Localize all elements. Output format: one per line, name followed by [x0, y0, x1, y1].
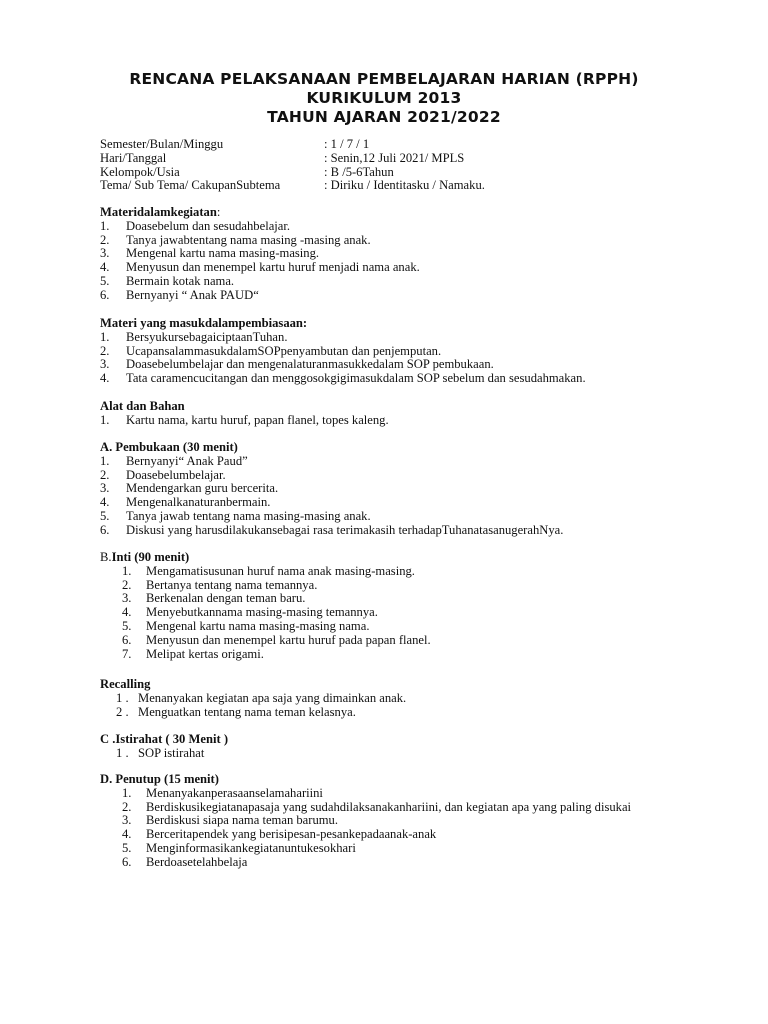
list-item — [100, 469, 740, 483]
item-text: Menanyakan kegiatan apa saja yang dimainkan anak. — [138, 690, 407, 705]
item-text: Doasebelumbelajar. — [126, 467, 226, 482]
meta-label: Tema/ Sub Tema/ CakupanSubtema — [100, 178, 281, 193]
section-heading-line — [100, 206, 740, 220]
document-title-block — [0, 70, 768, 127]
item-text: Mengenalkanaturanbermain. — [126, 495, 271, 510]
section-heading: Materi yang masukdalampembiasaan: — [100, 316, 308, 330]
list-item — [100, 579, 740, 593]
item-number: 6. — [122, 632, 132, 647]
item-text: SOP istirahat — [138, 745, 205, 760]
item-number: 5. — [100, 273, 110, 288]
item-number: 6. — [100, 287, 110, 302]
section-heading: A. Pembukaan (30 menit) — [100, 440, 238, 454]
item-number: 1. — [100, 412, 110, 427]
item-number: 3. — [100, 481, 110, 496]
list-item — [100, 692, 740, 706]
section-inti — [100, 551, 740, 661]
list-item — [100, 331, 740, 345]
item-number: 1 . — [116, 745, 129, 760]
list-item — [100, 634, 740, 648]
list-item — [100, 289, 740, 303]
item-number: 2. — [122, 799, 132, 814]
section-heading: Materidalamkegiatan — [100, 205, 217, 219]
item-text: Menguatkan tentang nama teman kelasnya. — [138, 704, 356, 719]
section-heading-line — [100, 551, 740, 565]
item-number: 4. — [122, 605, 132, 620]
item-text: Tanya jawabtentang nama masing -masing anak. — [126, 232, 371, 247]
list-item — [100, 592, 740, 606]
item-number: 2. — [100, 343, 110, 358]
item-number: 3. — [122, 813, 132, 828]
item-text: Mendengarkan guru bercerita. — [126, 481, 279, 496]
list-item — [100, 275, 740, 289]
item-text: Menyusun dan menempel kartu huruf menjadi nama anak. — [126, 260, 420, 275]
list-item — [100, 496, 740, 510]
item-text: Berdoasetelahbelaja — [146, 854, 248, 869]
meta-value: : B /5-6Tahun — [324, 164, 394, 179]
item-number: 3. — [122, 591, 132, 606]
item-text: Bernyanyi “ Anak PAUD“ — [126, 287, 259, 302]
item-text: Berceritapendek yang berisipesan-pesankepadaanak-anak — [146, 827, 437, 842]
item-number: 1 . — [116, 690, 129, 705]
item-number: 1. — [122, 785, 132, 800]
list-item — [100, 787, 740, 801]
item-number: 4. — [122, 827, 132, 842]
item-number: 1. — [100, 453, 110, 468]
meta-value: : Diriku / Identitasku / Namaku. — [324, 178, 485, 193]
section-heading: C .Istirahat ( 30 Menit ) — [100, 732, 229, 746]
item-text: Bermain kotak nama. — [126, 273, 235, 288]
meta-value: : 1 / 7 / 1 — [324, 137, 370, 151]
list-item — [100, 828, 740, 842]
item-number: 1. — [100, 218, 110, 233]
heading-prefix: B. — [100, 550, 112, 564]
section-recalling — [100, 678, 740, 719]
item-text: Melipat kertas origami. — [146, 646, 264, 661]
item-number: 1. — [100, 329, 110, 344]
list-item — [100, 234, 740, 248]
heading-colon: : — [216, 205, 221, 219]
item-text: Mengenal kartu nama masing-masing nama. — [146, 618, 370, 633]
item-text: Mengamatisusunan huruf nama anak masing-masing. — [146, 563, 415, 578]
academic-year-title: TAHUN AJARAN 2021/2022 — [267, 108, 501, 126]
item-text: Berdiskusikegiatanapasaja yang sudahdilaksanakanhariini, dan kegiatan apa yang paling disukai — [146, 799, 632, 814]
section-pembukaan — [100, 441, 740, 538]
section-istirahat — [100, 733, 740, 761]
item-number: 5. — [122, 840, 132, 855]
item-number: 3. — [100, 246, 110, 261]
section-heading: Inti (90 menit) — [111, 550, 190, 564]
item-number: 6. — [100, 522, 110, 537]
item-number: 2 . — [116, 704, 129, 719]
item-text: Bernyanyi“ Anak Paud” — [126, 453, 248, 468]
section-pembiasaan — [100, 317, 740, 386]
item-number: 5. — [100, 508, 110, 523]
item-text: Tata caramencucitangan dan menggosokgigimasukdalam SOP sebelum dan sesudahmakan. — [126, 371, 586, 386]
item-text: UcapansalammasukdalamSOPpenyambutan dan penjemputan. — [126, 343, 442, 358]
item-number: 2. — [100, 232, 110, 247]
list-item — [100, 565, 740, 579]
list-item — [100, 814, 740, 828]
item-number: 4. — [100, 495, 110, 510]
list-item — [100, 524, 740, 538]
item-text: Berkenalan dengan teman baru. — [146, 591, 306, 606]
list-item — [100, 747, 740, 761]
item-number: 2. — [100, 467, 110, 482]
item-text: Doasebelum dan sesudahbelajar. — [126, 218, 291, 233]
curriculum-title: KURIKULUM 2013 — [306, 89, 462, 107]
item-text: BersyukursebagaiciptaanTuhan. — [126, 329, 288, 344]
list-item — [100, 856, 740, 870]
section-heading: Alat dan Bahan — [100, 399, 185, 413]
section-materi — [100, 206, 740, 303]
item-text: Kartu nama, kartu huruf, papan flanel, topes kaleng. — [126, 412, 389, 427]
list-item — [100, 482, 740, 496]
item-number: 4. — [100, 371, 110, 386]
list-item — [100, 606, 740, 620]
list-item — [100, 345, 740, 359]
list-item — [100, 620, 740, 634]
item-text: Mengenal kartu nama masing-masing. — [126, 246, 320, 261]
list-item — [100, 247, 740, 261]
list-item — [100, 372, 740, 386]
list-item — [100, 648, 740, 662]
list-item — [100, 261, 740, 275]
item-text: Berdiskusi siapa nama teman barumu. — [146, 813, 339, 828]
list-item — [100, 414, 740, 428]
section-heading: Recalling — [100, 677, 151, 691]
item-number: 2. — [122, 577, 132, 592]
item-text: Bertanya tentang nama temannya. — [146, 577, 318, 592]
list-item — [100, 706, 740, 720]
section-heading: D. Penutup (15 menit) — [100, 772, 219, 786]
meta-label: Semester/Bulan/Minggu — [100, 137, 224, 151]
item-text: Menanyakanperasaanselamahariini — [146, 785, 323, 800]
list-item — [100, 801, 740, 815]
list-item — [100, 510, 740, 524]
item-text: Menginformasikankegiatanuntukesokhari — [146, 840, 356, 855]
item-text: Diskusi yang harusdilakukansebagai rasa terimakasih terhadapTuhanatasanugerahNya. — [126, 522, 564, 537]
item-text: Doasebelumbelajar dan mengenalaturanmasukkedalam SOP pembukaan. — [126, 357, 494, 372]
section-penutup — [100, 773, 740, 870]
list-item — [100, 220, 740, 234]
list-item — [100, 455, 740, 469]
meta-label: Kelompok/Usia — [100, 164, 180, 179]
item-number: 7. — [122, 646, 132, 661]
document-title: RENCANA PELAKSANAAN PEMBELAJARAN HARIAN (RPPH) — [129, 70, 639, 88]
section-alat-bahan — [100, 400, 740, 428]
item-text: Menyusun dan menempel kartu huruf pada papan flanel. — [146, 632, 431, 647]
meta-value: : Senin,12 Juli 2021/ MPLS — [324, 150, 465, 165]
item-text: Tanya jawab tentang nama masing-masing anak. — [126, 508, 371, 523]
list-item — [100, 358, 740, 372]
item-number: 4. — [100, 260, 110, 275]
item-number: 6. — [122, 854, 132, 869]
item-text: Menyebutkannama masing-masing temannya. — [146, 605, 378, 620]
list-item — [100, 842, 740, 856]
meta-label: Hari/Tanggal — [100, 150, 167, 165]
item-number: 1. — [122, 563, 132, 578]
item-number: 5. — [122, 618, 132, 633]
item-number: 3. — [100, 357, 110, 372]
